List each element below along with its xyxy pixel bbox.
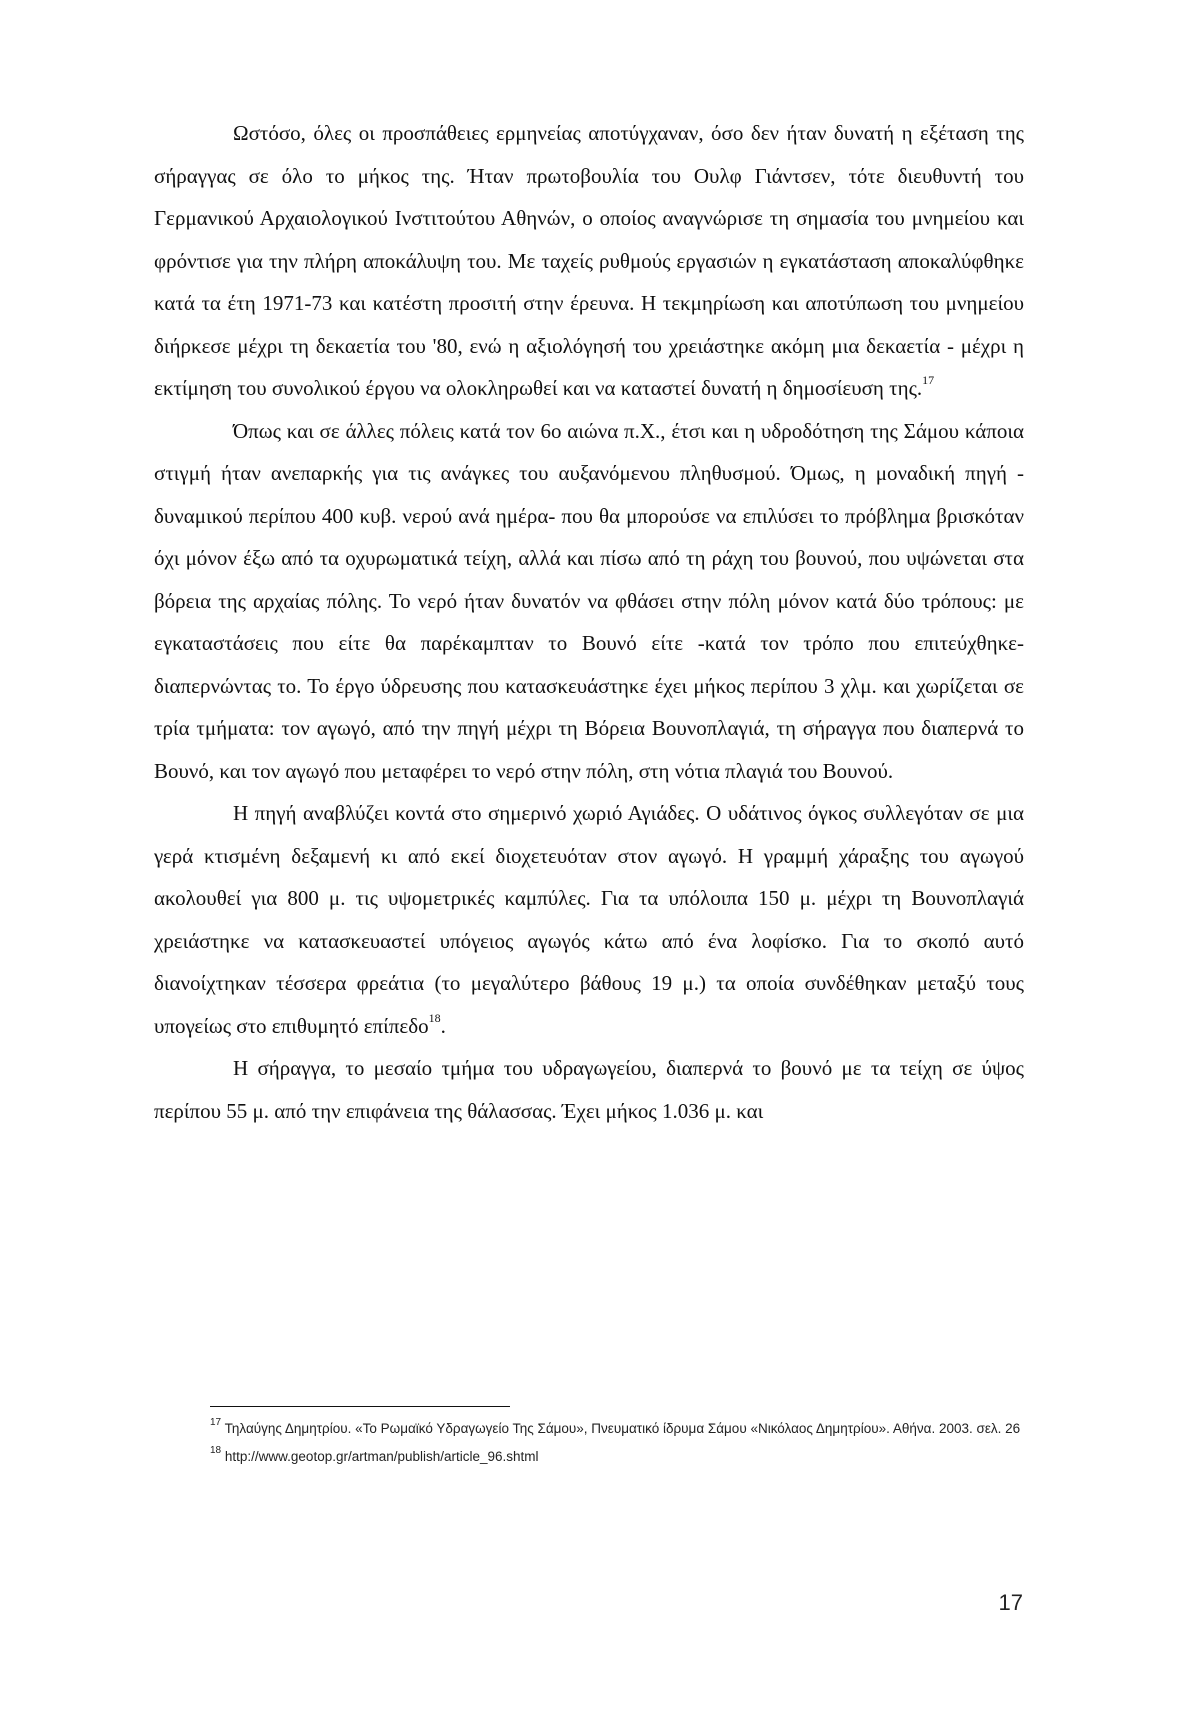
footnote-separator bbox=[210, 1406, 510, 1407]
paragraph-1-text: Ωστόσο, όλες οι προσπάθειες ερμηνείας αποτύγχαναν, όσο δεν ήταν δυνατή η εξέταση της σήραγγας σε όλο το μήκος της. Ήταν πρωτοβουλία του Ουλφ Γιάντσεν, τότε διευθυντή του Γερμανικού Αρχαιολογικού Ινστιτούτου Αθηνών, ο οποίος αναγνώρισε τη σημασία του μνημείου και φρόντισε για την πλήρη αποκάλυψη του. Με ταχείς ρυθμούς εργασιών η εγκατάσταση αποκαλύφθηκε κατά τα έτη 1971-73 και κατέστη προσιτή στην έρευνα. Η τεκμηρίωση και αποτύπωση του μνημείου διήρκεσε μέχρι τη δεκαετία του '80, ενώ η αξιολόγησή του χρειάστηκε ακόμη μια δεκαετία - μέχρι η εκτίμηση του συνολικού έργου να ολοκληρωθεί και να καταστεί δυνατή η δημοσίευση της. bbox=[154, 121, 1024, 400]
paragraph-2 bbox=[154, 410, 1024, 793]
body-text bbox=[154, 112, 1024, 1132]
paragraph-4 bbox=[154, 1047, 1024, 1132]
paragraph-2-text: Όπως και σε άλλες πόλεις κατά τον 6ο αιώνα π.Χ., έτσι και η υδροδότηση της Σάμου κάποια στιγμή ήταν ανεπαρκής για τις ανάγκες του αυξανόμενου πληθυσμού. Όμως, η μοναδική πηγή - δυναμικού περίπου 400 κυβ. νερού ανά ημέρα- που θα μπορούσε να επιλύσει το πρόβλημα βρισκόταν όχι μόνον έξω από τα οχυρωματικά τείχη, αλλά και πίσω από τη ράχη του βουνού, που υψώνεται στα βόρεια της αρχαίας πόλης. Το νερό ήταν δυνατόν να φθάσει στην πόλη μόνον κατά δύο τρόπους: με εγκαταστάσεις που είτε θα παρέκαμπταν το Βουνό είτε -κατά τον τρόπο που επιτεύχθηκε- διαπερνώντας το. Το έργο ύδρευσης που κατασκευάστηκε έχει μήκος περίπου 3 χλμ. και χωρίζεται σε τρία τμήματα: τον αγωγό, από την πηγή μέχρι τη Βόρεια Βουνοπλαγιά, τη σήραγγα που διαπερνά το Βουνό, και τον αγωγό που μεταφέρει το νερό στην πόλη, στη νότια πλαγιά του Βουνού. bbox=[154, 418, 1024, 783]
paragraph-4-text: Η σήραγγα, το μεσαίο τμήμα του υδραγωγείου, διαπερνά το βουνό με τα τείχη σε ύψος περίπου 55 μ. από την επιφάνεια της θάλασσας. Έχει μήκος 1.036 μ. και bbox=[154, 1056, 1024, 1123]
paragraph-3 bbox=[154, 792, 1024, 1047]
footnote-text: Τηλαύγης Δημητρίου. «Το Ρωμαϊκό Υδραγωγείο Της Σάμου», Πνευματικό ίδρυμα Σάμου «Νικόλαος Δημητρίου». Αθήνα. 2003. σελ. 26 bbox=[224, 1421, 1021, 1436]
paragraph-3-tail: . bbox=[440, 1013, 446, 1038]
footnote-ref-18: 18 bbox=[428, 1010, 441, 1025]
paragraph-1 bbox=[154, 112, 1024, 410]
footnote-18 bbox=[154, 1445, 1034, 1469]
footnote-number: 17 bbox=[210, 1416, 222, 1428]
footnote-link[interactable]: http://www.geotop.gr/artman/publish/article_96.shtml bbox=[224, 1449, 539, 1464]
paragraph-3-text: Η πηγή αναβλύζει κοντά στο σημερινό χωριό Αγιάδες. Ο υδάτινος όγκος συλλεγόταν σε μια γερά κτισμένη δεξαμενή κι από εκεί διοχετευόταν στον αγωγό. Η γραμμή χάραξης του αγωγού ακολουθεί για 800 μ. τις υψομετρικές καμπύλες. Για τα υπόλοιπα 150 μ. μέχρι τη Βουνοπλαγιά χρειάστηκε να κατασκευαστεί υπόγειος αγωγός κάτω από ένα λοφίσκο. Για το σκοπό αυτό διανοίχτηκαν τέσσερα φρεάτια (το μεγαλύτερο βάθους 19 μ.) τα οποία συνδέθηκαν μεταξύ τους υπογείως στο επιθυμητό επίπεδο bbox=[154, 801, 1024, 1038]
footnote-ref-17: 17 bbox=[922, 373, 935, 387]
footnote-number: 18 bbox=[210, 1444, 222, 1456]
page-number: 17 bbox=[998, 1590, 1023, 1615]
footnote-17 bbox=[154, 1417, 1034, 1441]
footnotes bbox=[154, 1406, 1034, 1469]
